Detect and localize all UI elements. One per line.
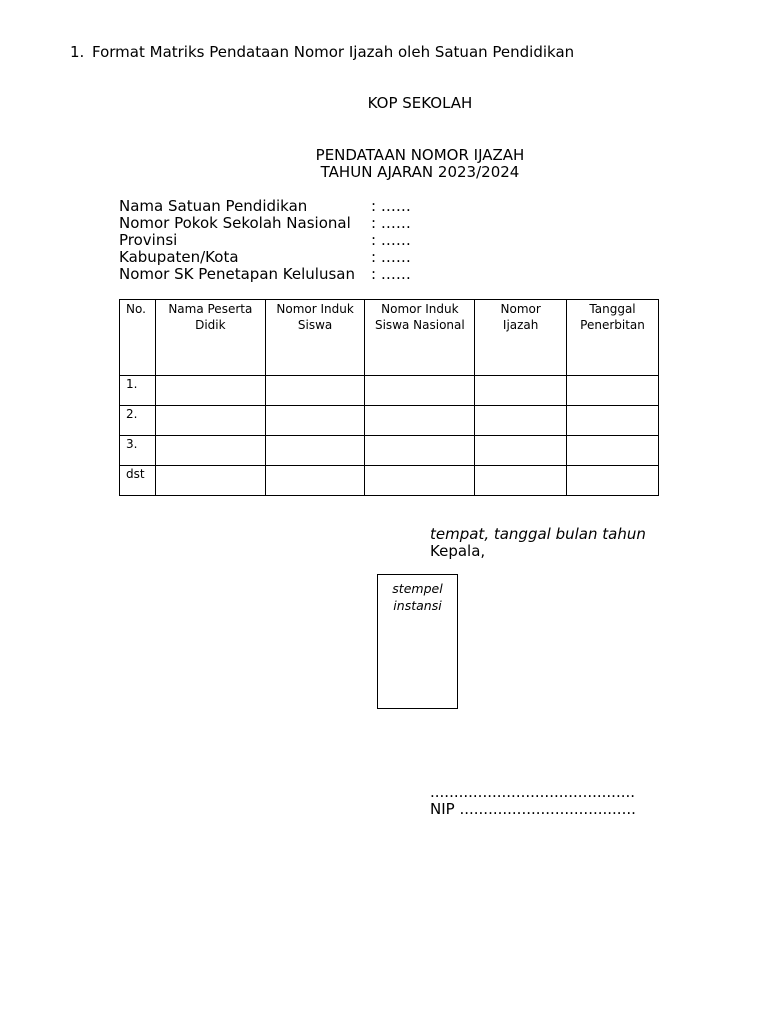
info-value: : …… <box>371 265 411 283</box>
stamp-box <box>377 574 458 709</box>
table-cell <box>265 466 365 496</box>
table-row <box>120 466 659 496</box>
info-value: : …… <box>371 214 411 232</box>
info-label: Provinsi <box>119 231 178 249</box>
table-cell <box>365 436 475 466</box>
document-subtitle: TAHUN AJARAN 2023/2024 <box>320 163 520 181</box>
info-row <box>119 198 411 215</box>
table-cell <box>475 406 567 436</box>
table-cell <box>265 406 365 436</box>
document-title: PENDATAAN NOMOR IJAZAH <box>315 146 525 164</box>
header-nama-peserta-didik: Nama Peserta Didik <box>155 300 265 376</box>
header-nisn: Nomor Induk Siswa Nasional <box>365 300 475 376</box>
info-label: Kabupaten/Kota <box>119 248 239 266</box>
info-value: : …… <box>371 248 411 266</box>
info-row <box>119 249 411 266</box>
info-row <box>119 266 411 283</box>
section-heading <box>70 43 574 61</box>
section-title: Format Matriks Pendataan Nomor Ijazah oleh Satuan Pendidikan <box>92 43 575 61</box>
nip-line: NIP ..................................... <box>430 800 636 818</box>
info-label: Nomor Pokok Sekolah Nasional <box>119 214 351 232</box>
info-row <box>119 215 411 232</box>
table-cell <box>365 376 475 406</box>
table-cell <box>155 436 265 466</box>
row-number: 2. <box>120 406 156 436</box>
info-label: Nama Satuan Pendidikan <box>119 197 308 215</box>
row-number: dst <box>120 466 156 496</box>
stamp-label-line2: instansi <box>393 598 442 613</box>
table-cell <box>475 436 567 466</box>
section-number: 1. <box>70 43 85 61</box>
table-row <box>120 406 659 436</box>
table-cell <box>567 466 659 496</box>
table-cell <box>265 436 365 466</box>
row-number: 1. <box>120 376 156 406</box>
info-value: : …… <box>371 197 411 215</box>
stamp-label-line1: stempel <box>392 581 443 596</box>
place-date-line: tempat, tanggal bulan tahun <box>430 525 646 543</box>
table-cell <box>475 466 567 496</box>
header-nomor-ijazah: Nomor Ijazah <box>475 300 567 376</box>
kop-sekolah: KOP SEKOLAH <box>367 94 473 112</box>
table-cell <box>155 376 265 406</box>
info-row <box>119 232 411 249</box>
header-no: No. <box>120 300 156 376</box>
signature-name-line: ........................................... <box>430 783 636 801</box>
table-cell <box>155 406 265 436</box>
ijazah-table <box>119 299 659 496</box>
header-tanggal-penerbitan: Tanggal Penerbitan <box>567 300 659 376</box>
header-nomor-induk-siswa: Nomor Induk Siswa <box>265 300 365 376</box>
table-cell <box>567 376 659 406</box>
school-info-block <box>119 198 411 283</box>
table-cell <box>365 406 475 436</box>
info-label: Nomor SK Penetapan Kelulusan <box>119 265 355 283</box>
table-cell <box>365 466 475 496</box>
signer-role: Kepala, <box>430 542 486 560</box>
table-row <box>120 376 659 406</box>
table-header-row <box>120 300 659 376</box>
table-cell <box>265 376 365 406</box>
table-cell <box>567 436 659 466</box>
table-cell <box>567 406 659 436</box>
table-cell <box>475 376 567 406</box>
row-number: 3. <box>120 436 156 466</box>
table-cell <box>155 466 265 496</box>
info-value: : …… <box>371 231 411 249</box>
table-row <box>120 436 659 466</box>
